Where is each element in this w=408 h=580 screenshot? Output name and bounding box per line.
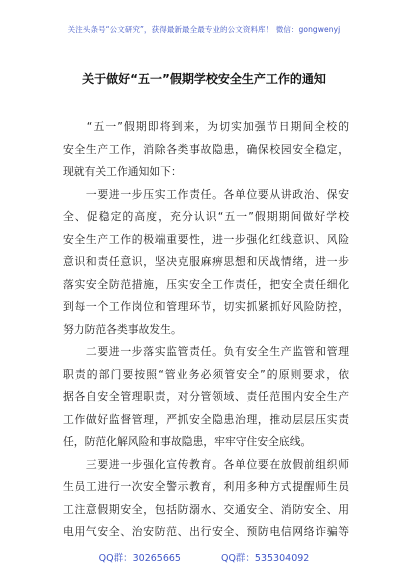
- body-line: 到每一个工作岗位和管理环节，切实抓紧抓好风险防控，: [63, 300, 349, 313]
- body-line: 据各自安全管理职责，对分管领域、责任范围内安全生产: [63, 390, 349, 403]
- body-line: 职责的部门要按照“管业务必须管安全”的原则要求，依: [63, 367, 349, 381]
- body-line: 任，防范化解风险和事故隐患，牢牢守住安全底线。: [63, 435, 312, 448]
- document-title: 关于做好“五一”假期学校安全生产工作的通知: [82, 72, 326, 86]
- body-line: 努力防范各类事故发生。: [63, 322, 182, 336]
- body-line: 一要进一步压实工作责任。各单位要从讲政治、保安: [63, 187, 349, 201]
- body-line: “五一”假期即将到来，为切实加强节日期间全校的: [63, 120, 349, 133]
- document-body: [63, 116, 349, 544]
- body-line: 安全生产工作的极端重要性，进一步强化红线意识、风险: [63, 232, 349, 246]
- page-footer: [0, 550, 408, 564]
- body-line: 安全生产工作，消除各类事故隐患，确保校园安全稳定，: [63, 142, 349, 156]
- footer-qq-group-1: QQ群：30265665: [98, 553, 181, 564]
- body-line: 工注意假期安全，包括防溺水、交通安全、消防安全、用: [63, 502, 349, 516]
- footer-qq-group-2: QQ群：535304092: [220, 553, 310, 564]
- body-line: 意识和责任意识，坚决克服麻痹思想和厌战情绪，进一步: [63, 255, 349, 268]
- body-line: 生员工进行一次安全警示教育，利用多种方式提醒师生员: [63, 480, 349, 493]
- body-line: 工作做好监督管理，严抓安全隐患治理，推动层层压实责: [63, 412, 349, 426]
- body-line: 二要进一步落实监管责任。负有安全生产监管和管理: [63, 345, 349, 358]
- body-line: 电用气安全、治安防范、出行安全、预防电信网络诈骗等: [63, 525, 349, 538]
- body-line: 落实安全防范措施，压实安全工作责任，把安全责任细化: [63, 277, 349, 291]
- body-line: 全、促稳定的高度，充分认识“五一”假期期间做好学校: [63, 210, 349, 223]
- body-line: 三要进一步强化宣传教育。各单位要在放假前组织师: [63, 457, 349, 471]
- body-line: 现就有关工作通知如下：: [63, 165, 182, 178]
- page-header-banner: 关注头条号“公文研究”，获得最新最全最专业的公文资料库！ 微信：gongwenyj: [67, 25, 341, 34]
